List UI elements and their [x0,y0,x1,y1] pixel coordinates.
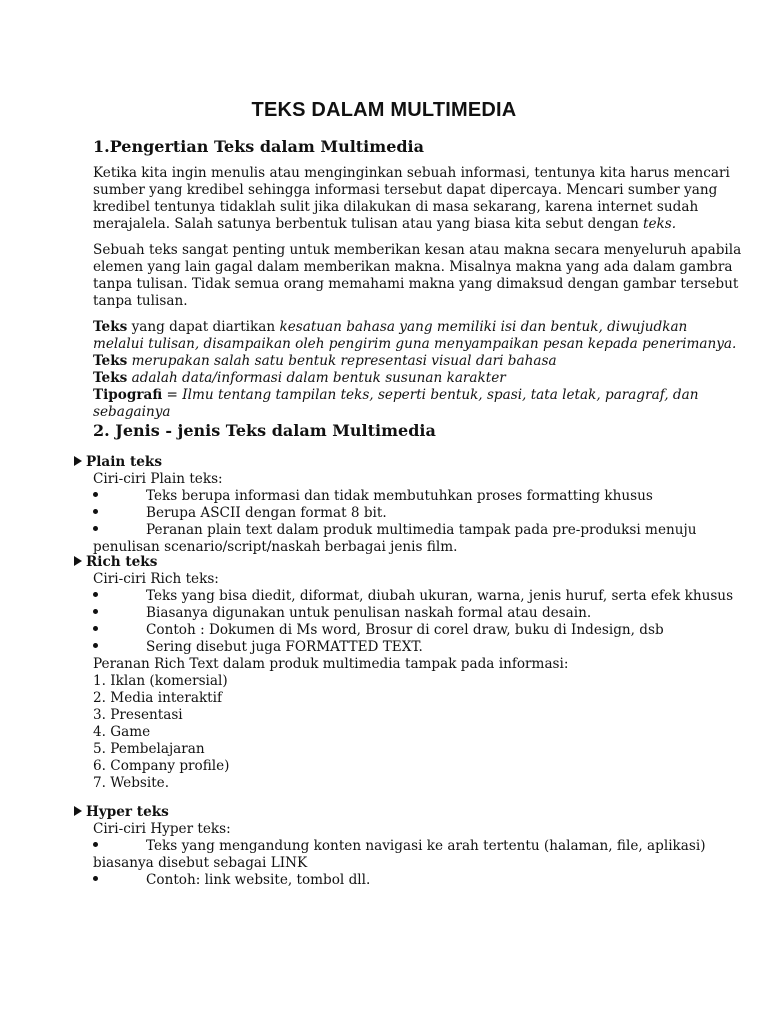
hyper-teks-intro: Ciri-ciri Hyper teks: [93,821,231,837]
text-line: tanpa tulisan. [93,293,188,309]
list-item [93,505,387,522]
numbered-item: 2. Media interaktif [93,690,223,706]
list-item-text: Teks yang mengandung konten navigasi ke arah tertentu (halaman, file, aplikasi) [146,838,706,854]
definition-line: melalui tulisan, disampaikan oleh pengirim guna menyampaikan pesan kepada penerimanya. [93,336,737,352]
hyper-teks-label: Hyper teks [86,804,169,820]
list-item-text: Teks yang bisa diedit, diformat, diubah ukuran, warna, jenis huruf, serta efek khusus [146,588,734,604]
bullet-dot-icon [93,492,98,497]
arrow-bullet-icon [74,556,82,566]
list-item [93,488,653,505]
rich-teks-role: Peranan Rich Text dalam produk multimedia tampak pada informasi: [93,656,569,672]
text-line: elemen yang lain gagal dalam memberikan makna. Misalnya makna yang ada dalam gambra [93,259,733,275]
numbered-item: 4. Game [93,724,151,740]
definition-line [93,353,557,370]
list-item [93,588,733,605]
rich-teks-intro: Ciri-ciri Rich teks: [93,571,219,587]
section2-heading: 2. Jenis - jenis Teks dalam Multimedia [93,421,436,440]
list-item [93,522,696,539]
list-item [93,639,423,656]
definition-line: sebagainya [93,404,171,420]
definition-term: Teks [93,353,128,369]
text-line: Sebuah teks sangat penting untuk memberikan kesan atau makna secara menyeluruh apabila [93,242,742,258]
italic-run: Ilmu tentang tampilan teks, seperti bentuk, spasi, tata letak, paragraf, dan [182,387,699,403]
text-line: tanpa tulisan. Tidak semua orang memahami makna yang dimaksud dengan gambar tersebut [93,276,739,292]
section1-heading: 1.Pengertian Teks dalam Multimedia [93,137,424,156]
list-item-text: Berupa ASCII dengan format 8 bit. [146,505,387,521]
list-item-text: Contoh : Dokumen di Ms word, Brosur di corel draw, buku di Indesign, dsb [146,622,664,638]
italic-run: adalah data/informasi dalam bentuk susunan karakter [127,370,506,386]
numbered-item: 3. Presentasi [93,707,183,723]
text-line: Ketika kita ingin menulis atau menginginkan sebuah informasi, tentunya kita harus mencari [93,165,730,181]
list-item-continuation: biasanya disebut sebagai LINK [93,855,308,871]
text-run: = [162,387,183,403]
definition-term: Teks [93,319,128,335]
bullet-dot-icon [93,643,98,648]
definition-line [93,387,698,404]
bullet-dot-icon [93,609,98,614]
italic-run: kesatuan bahasa yang memiliki isi dan bentuk, diwujudkan [279,319,688,335]
list-item-text: Biasanya digunakan untuk penulisan naskah formal atau desain. [146,605,592,621]
list-item-text: Teks berupa informasi dan tidak membutuhkan proses formatting khusus [146,488,653,504]
numbered-item: 1. Iklan (komersial) [93,673,228,689]
hyper-teks-heading [74,804,169,821]
definition-term: Teks [93,370,128,386]
numbered-item: 6. Company profile) [93,758,230,774]
numbered-item: 5. Pembelajaran [93,741,205,757]
italic-run: teks. [643,216,677,232]
text-run: merajalela. Salah satunya berbentuk tulisan atau yang biasa kita sebut dengan [93,216,644,232]
list-item-text: Sering disebut juga FORMATTED TEXT. [146,639,423,655]
list-item [93,838,706,855]
bullet-dot-icon [93,876,98,881]
list-item [93,872,370,889]
text-line [93,216,676,233]
plain-teks-intro: Ciri-ciri Plain teks: [93,471,223,487]
rich-teks-label: Rich teks [86,554,158,570]
list-item-text: Contoh: link website, tombol dll. [146,872,371,888]
list-item-continuation: penulisan scenario/script/naskah berbagai jenis film. [93,539,458,555]
text-run: yang dapat diartikan [127,319,280,335]
text-line: sumber yang kredibel sehingga informasi tersebut dapat dipercaya. Mencari sumber yang [93,182,718,198]
rich-teks-heading [74,554,157,571]
plain-teks-label: Plain teks [86,454,162,470]
definition-line [93,370,506,387]
arrow-bullet-icon [74,456,82,466]
arrow-bullet-icon [74,806,82,816]
plain-teks-heading [74,454,162,471]
definition-term: Tipografi [93,387,163,403]
definition-line [93,319,687,336]
list-item-text: Peranan plain text dalam produk multimedia tampak pada pre-produksi menuju [146,522,697,538]
bullet-dot-icon [93,626,98,631]
page-title: TEKS DALAM MULTIMEDIA [251,99,517,121]
bullet-dot-icon [93,509,98,514]
numbered-item: 7. Website. [93,775,170,791]
italic-run: merupakan salah satu bentuk representasi visual dari bahasa [127,353,557,369]
list-item [93,622,664,639]
text-line: kredibel tentunya tidaklah sulit jika dilakukan di masa sekarang, karena internet sudah [93,199,699,215]
bullet-dot-icon [93,526,98,531]
bullet-dot-icon [93,592,98,597]
bullet-dot-icon [93,842,98,847]
list-item [93,605,591,622]
